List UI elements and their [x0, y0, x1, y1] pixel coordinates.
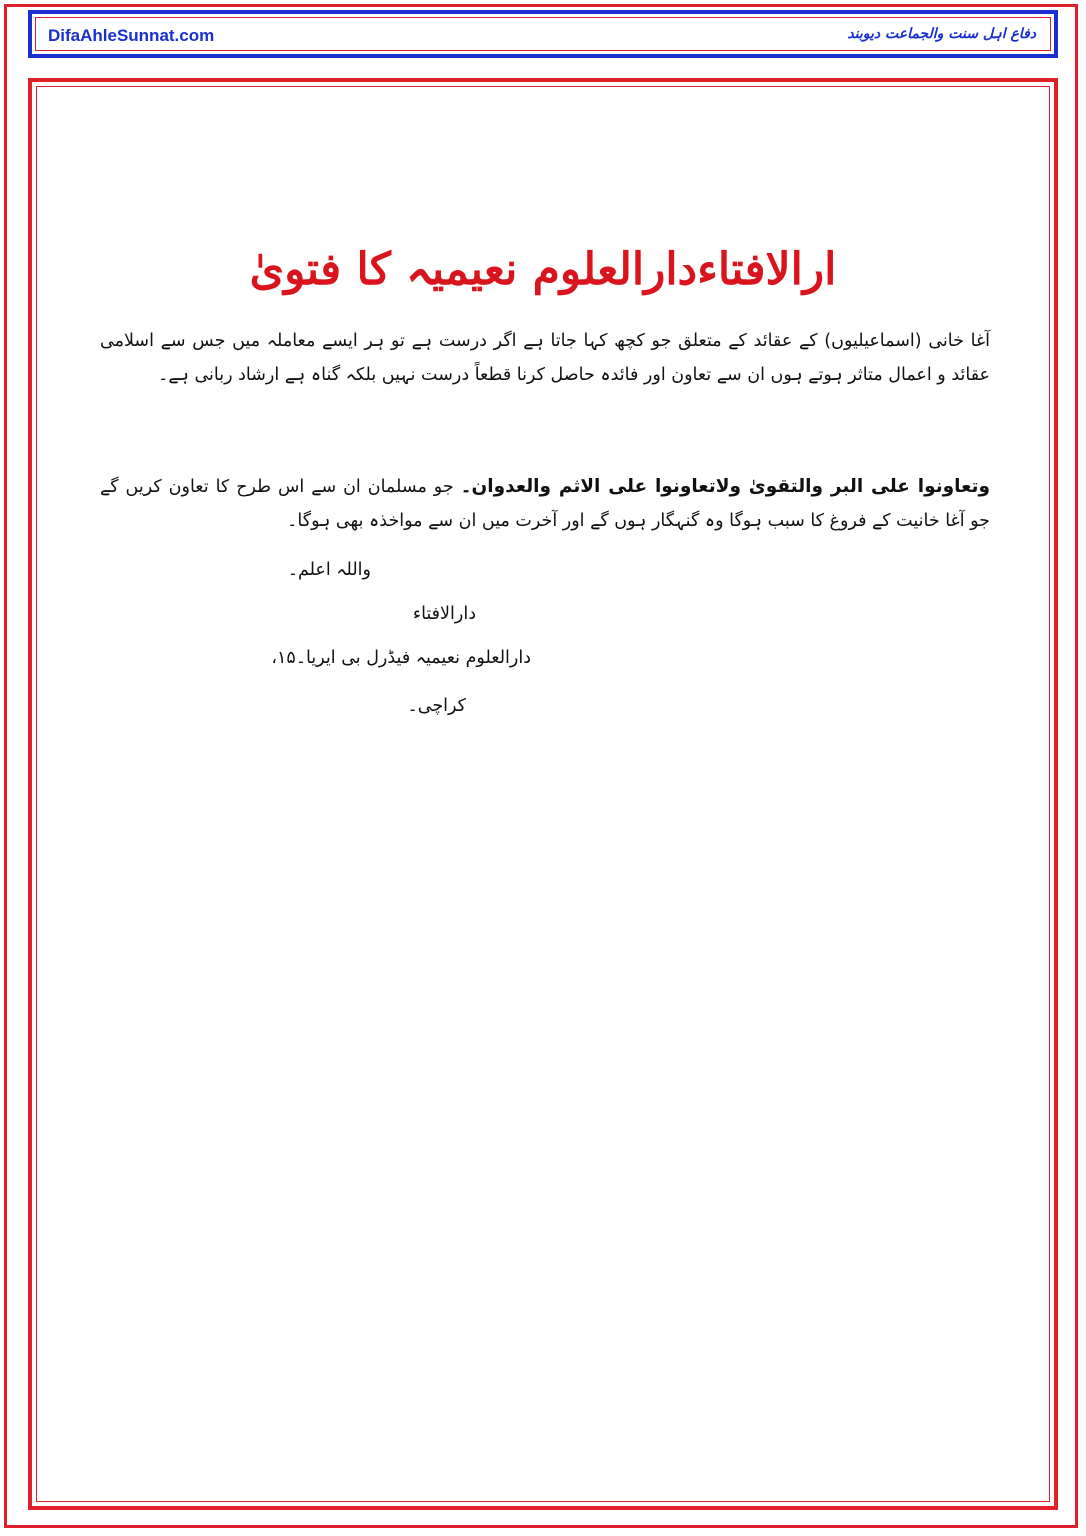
header-bar	[28, 10, 1058, 58]
fatwa-title: ارالافتاءدارالعلوم نعیمیہ کا فتویٰ	[249, 244, 837, 296]
content-inner-border	[36, 86, 1050, 1502]
paragraph-2-text: جو مسلمان ان سے اس طرح کا تعاون کریں گے جو آغا خانیت کے فروغ کا سبب ہوگا وہ گنہگار ہوں گے اور آخرت میں ان سے مواخذہ بھی ہوگا۔	[100, 476, 990, 531]
paragraph-2	[100, 470, 990, 538]
paragraph-1: آغا خانی (اسماعیلیوں) کے عقائد کے متعلق جو کچھ کہا جاتا ہے اگر درست ہے تو ہر ایسے معاملہ میں جس سے اسلامی عقائد و اعمال متاثر ہوتے ہوں ان سے تعاون اور فائدہ حاصل کرنا قطعاً درست نہیں بلکہ گناہ ہے ارشاد ربانی ہے۔	[100, 330, 990, 385]
signature-institute: دارالعلوم نعیمیہ فیڈرل بی ایریا۔۱۵،	[271, 648, 531, 668]
signature-closing: واللہ اعلم۔	[287, 560, 371, 580]
signature-office: دارالافتاء	[412, 604, 476, 624]
signature-city: کراچی۔	[407, 696, 466, 716]
quran-quote: وتعاونوا علی البر والتقویٰ ولاتعاونوا علی الاثم والعدوان۔	[460, 475, 990, 497]
site-name: دفاع اہل سنت والجماعت دیوبند	[847, 26, 1036, 42]
site-url-link[interactable]: DifaAhleSunnat.com	[48, 26, 215, 45]
